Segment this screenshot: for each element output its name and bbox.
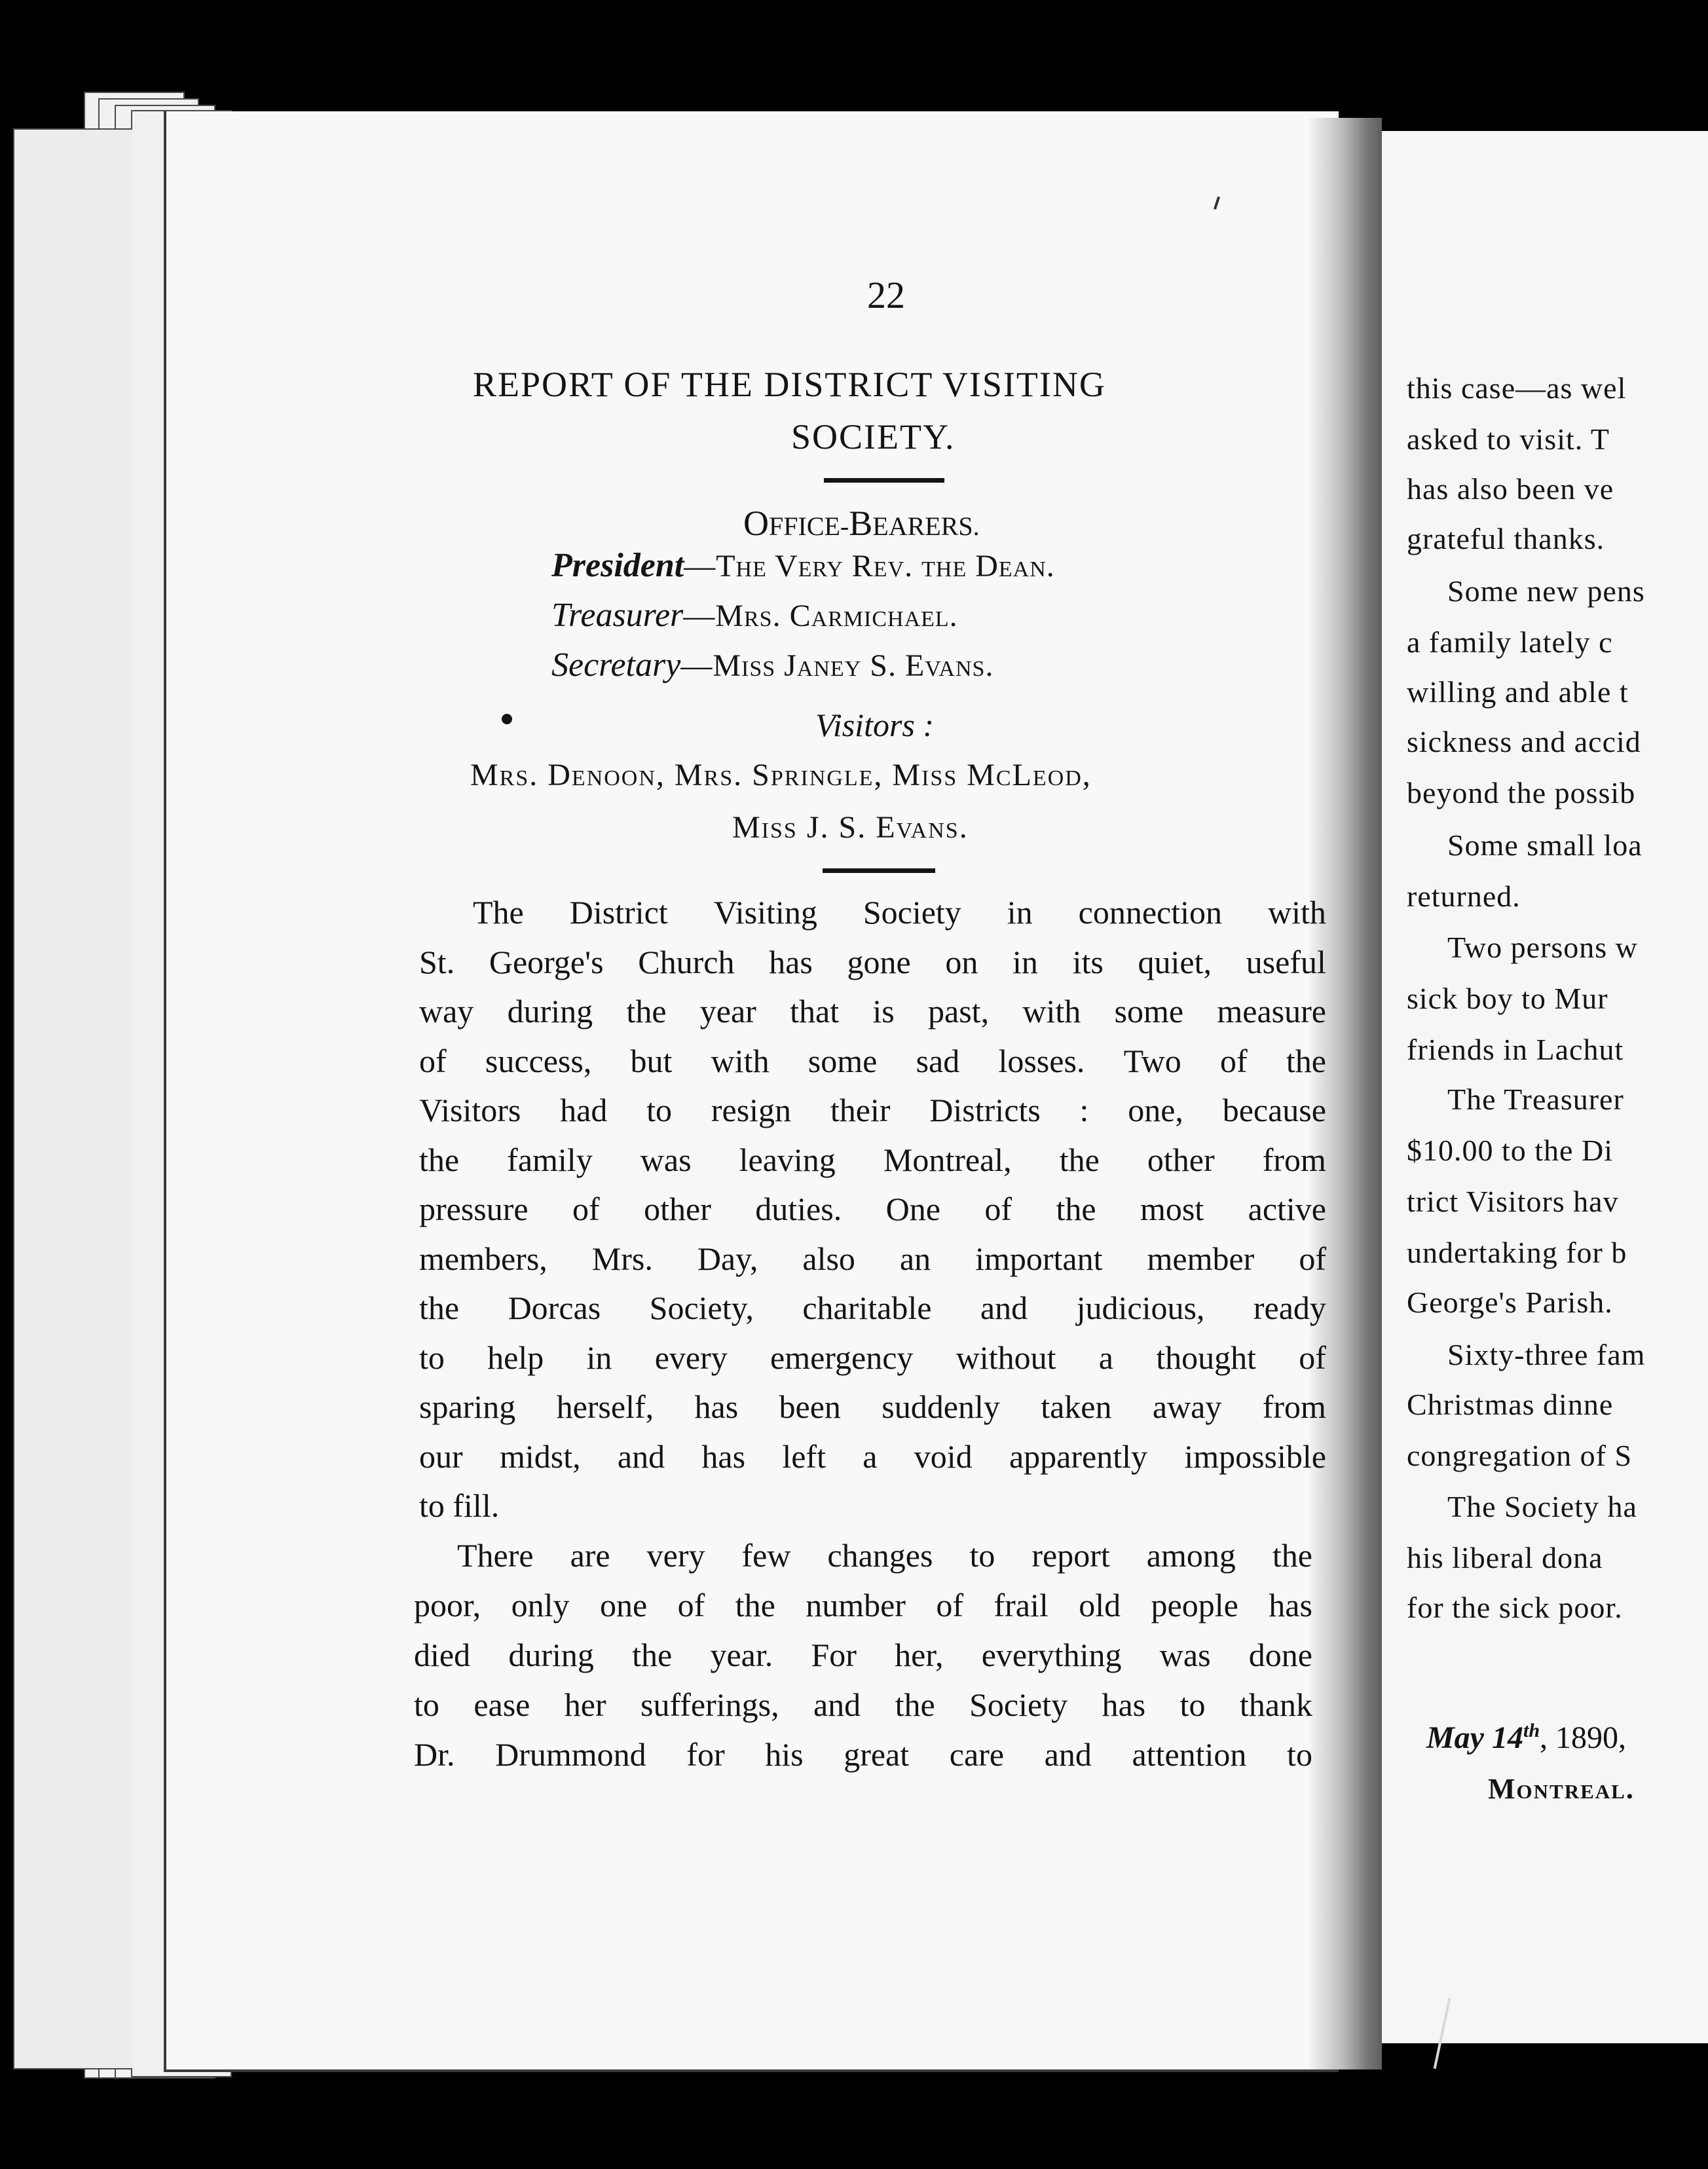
right-page-line: friends in Lachut [1407, 1033, 1624, 1066]
right-page-line: his liberal dona [1407, 1541, 1603, 1574]
treasurer-name: —Mrs. Carmichael. [683, 599, 958, 633]
paragraph-line: of success, but with some sad losses. Two of the [419, 1042, 1326, 1079]
report-title-line-1: REPORT OF THE DISTRICT VISITING [473, 365, 1106, 404]
right-page-line: this case—as wel [1407, 371, 1627, 405]
paragraph-line: The District Visiting Society in connection with [473, 894, 1326, 931]
right-page-line: for the sick poor. [1407, 1591, 1623, 1624]
right-page-line: The Treasurer [1447, 1083, 1624, 1116]
right-page-line: a family lately c [1407, 625, 1613, 659]
paragraph-line: the family was leaving Montreal, the other from [419, 1141, 1326, 1178]
report-title-line-2: SOCIETY. [791, 417, 956, 456]
paragraph-line: Visitors had to resign their Districts : one, because [419, 1092, 1326, 1128]
stray-ink-dot [502, 714, 512, 724]
paragraph-line: St. George's Church has gone on in its quiet, useful [419, 943, 1326, 980]
paragraph-line: our midst, and has left a void apparently impossible [419, 1437, 1326, 1475]
right-page-line: Two persons w [1447, 931, 1638, 964]
title-rule [824, 478, 944, 483]
right-page-line: sick boy to Mur [1407, 982, 1608, 1015]
treasurer-line [551, 599, 958, 633]
paragraph-line: Dr. Drummond for his great care and attention to [414, 1736, 1312, 1773]
right-page-line: asked to visit. T [1407, 422, 1610, 456]
office-bearers-heading: OFFICE-BEARERS. [743, 504, 980, 543]
signature-date: May 14th, 1890, [1426, 1720, 1627, 1755]
right-page-line: returned. [1407, 880, 1521, 913]
section-rule [823, 868, 935, 873]
right-page-line: congregation of S [1407, 1439, 1633, 1472]
president-name: —The Very Rev. the Dean. [684, 549, 1055, 584]
paragraph-line: died during the year. For her, everything was done [414, 1637, 1312, 1673]
secretary-role: Secretary [551, 646, 681, 684]
right-page-line: trict Visitors hav [1407, 1185, 1619, 1218]
right-page-line: grateful thanks. [1407, 522, 1605, 555]
paragraph-line: to ease her sufferings, and the Society has to thank [414, 1686, 1312, 1723]
right-page-line: Some new pens [1447, 574, 1645, 608]
right-page-line: undertaking for b [1407, 1236, 1627, 1269]
right-page-line: sickness and accid [1407, 725, 1641, 758]
secretary-name: —Miss Janey S. Evans. [680, 648, 994, 683]
paragraph-line: poor, only one of the number of frail old people has [414, 1587, 1312, 1623]
president-line [551, 549, 1055, 583]
right-page-line: Sixty-three fam [1447, 1338, 1646, 1371]
right-page-line: The Society ha [1447, 1490, 1637, 1523]
right-page [1349, 131, 1708, 2043]
right-page-line: Christmas dinne [1407, 1388, 1614, 1421]
visitors-list-line-2: Miss J. S. Evans. [732, 810, 969, 845]
paragraph-line: to fill. [419, 1487, 500, 1524]
paragraph-line: the Dorcas Society, charitable and judicious, ready [419, 1289, 1326, 1326]
secretary-line [551, 648, 993, 682]
right-page-line: beyond the possib [1407, 776, 1636, 809]
right-page-line: $10.00 to the Di [1407, 1134, 1613, 1167]
right-page-line: Some small loa [1447, 828, 1643, 862]
paragraph-line: way during the year that is past, with some measure [419, 993, 1326, 1029]
signature-place: Montreal. [1488, 1773, 1635, 1805]
paragraph-line: sparing herself, has been suddenly taken away from [419, 1388, 1326, 1425]
paragraph-line: pressure of other duties. One of the most active [419, 1191, 1326, 1227]
president-role: President [551, 547, 684, 584]
paragraph-line: to help in every emergency without a thought of [419, 1339, 1326, 1376]
visitors-heading: Visitors : [815, 707, 935, 743]
right-page-line: George's Parish. [1407, 1286, 1613, 1319]
visitors-list-line-1: Mrs. Denoon, Mrs. Springle, Miss McLeod, [470, 758, 1092, 792]
paragraph-line: members, Mrs. Day, also an important member of [419, 1240, 1326, 1277]
treasurer-role: Treasurer [551, 597, 684, 634]
right-page-line: has also been ve [1407, 472, 1614, 506]
right-page-line: willing and able t [1407, 675, 1629, 709]
paragraph-line: There are very few changes to report among the [457, 1537, 1312, 1574]
page-number: 22 [867, 274, 905, 316]
page-edge [13, 128, 132, 2069]
